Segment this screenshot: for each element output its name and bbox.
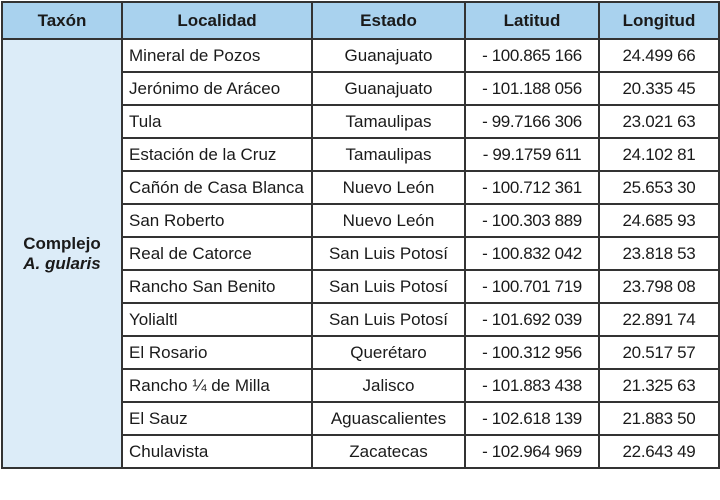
cell-estado: Jalisco xyxy=(312,369,465,402)
cell-longitud: 25.653 30 xyxy=(599,171,719,204)
cell-estado: San Luis Potosí xyxy=(312,303,465,336)
cell-longitud: 24.499 66 xyxy=(599,39,719,72)
header-latitud: Latitud xyxy=(465,2,599,39)
cell-latitud: - 99.7166 306 xyxy=(465,105,599,138)
cell-estado: San Luis Potosí xyxy=(312,237,465,270)
header-estado: Estado xyxy=(312,2,465,39)
cell-longitud: 20.335 45 xyxy=(599,72,719,105)
cell-estado: Tamaulipas xyxy=(312,105,465,138)
cell-localidad: Real de Catorce xyxy=(122,237,312,270)
cell-localidad: Mineral de Pozos xyxy=(122,39,312,72)
cell-longitud: 24.102 81 xyxy=(599,138,719,171)
cell-localidad: El Rosario xyxy=(122,336,312,369)
header-localidad: Localidad xyxy=(122,2,312,39)
locality-table xyxy=(1,1,720,469)
cell-latitud: - 101.692 039 xyxy=(465,303,599,336)
header-taxon: Taxón xyxy=(2,2,122,39)
cell-latitud: - 101.188 056 xyxy=(465,72,599,105)
cell-latitud: - 100.832 042 xyxy=(465,237,599,270)
cell-latitud: - 99.1759 611 xyxy=(465,138,599,171)
cell-localidad: San Roberto xyxy=(122,204,312,237)
cell-longitud: 24.685 93 xyxy=(599,204,719,237)
cell-estado: Tamaulipas xyxy=(312,138,465,171)
cell-estado: Guanajuato xyxy=(312,39,465,72)
cell-localidad: Estación de la Cruz xyxy=(122,138,312,171)
cell-localidad: Rancho ¼ de Milla xyxy=(122,369,312,402)
cell-localidad: Chulavista xyxy=(122,435,312,468)
taxon-cell xyxy=(2,39,122,468)
table-container xyxy=(1,1,720,469)
cell-localidad: Jerónimo de Aráceo xyxy=(122,72,312,105)
cell-longitud: 23.818 53 xyxy=(599,237,719,270)
cell-localidad: Cañón de Casa Blanca xyxy=(122,171,312,204)
cell-latitud: - 100.865 166 xyxy=(465,39,599,72)
cell-estado: Guanajuato xyxy=(312,72,465,105)
cell-longitud: 23.021 63 xyxy=(599,105,719,138)
table-row xyxy=(2,39,719,72)
cell-estado: Aguascalientes xyxy=(312,402,465,435)
cell-estado: Querétaro xyxy=(312,336,465,369)
cell-latitud: - 100.312 956 xyxy=(465,336,599,369)
cell-longitud: 21.325 63 xyxy=(599,369,719,402)
cell-longitud: 22.891 74 xyxy=(599,303,719,336)
cell-latitud: - 102.618 139 xyxy=(465,402,599,435)
taxon-line-2: A. gularis xyxy=(23,253,101,273)
cell-localidad: Yolialtl xyxy=(122,303,312,336)
cell-localidad: El Sauz xyxy=(122,402,312,435)
table-body xyxy=(2,39,719,468)
header-row xyxy=(2,2,719,39)
cell-longitud: 20.517 57 xyxy=(599,336,719,369)
cell-estado: Nuevo León xyxy=(312,204,465,237)
taxon-line-1: Complejo xyxy=(23,233,101,253)
cell-estado: Nuevo León xyxy=(312,171,465,204)
cell-localidad: Tula xyxy=(122,105,312,138)
cell-longitud: 21.883 50 xyxy=(599,402,719,435)
cell-latitud: - 100.303 889 xyxy=(465,204,599,237)
cell-latitud: - 101.883 438 xyxy=(465,369,599,402)
cell-longitud: 23.798 08 xyxy=(599,270,719,303)
cell-localidad: Rancho San Benito xyxy=(122,270,312,303)
cell-estado: Zacatecas xyxy=(312,435,465,468)
cell-estado: San Luis Potosí xyxy=(312,270,465,303)
cell-latitud: - 100.712 361 xyxy=(465,171,599,204)
header-longitud: Longitud xyxy=(599,2,719,39)
cell-longitud: 22.643 49 xyxy=(599,435,719,468)
cell-latitud: - 102.964 969 xyxy=(465,435,599,468)
cell-latitud: - 100.701 719 xyxy=(465,270,599,303)
